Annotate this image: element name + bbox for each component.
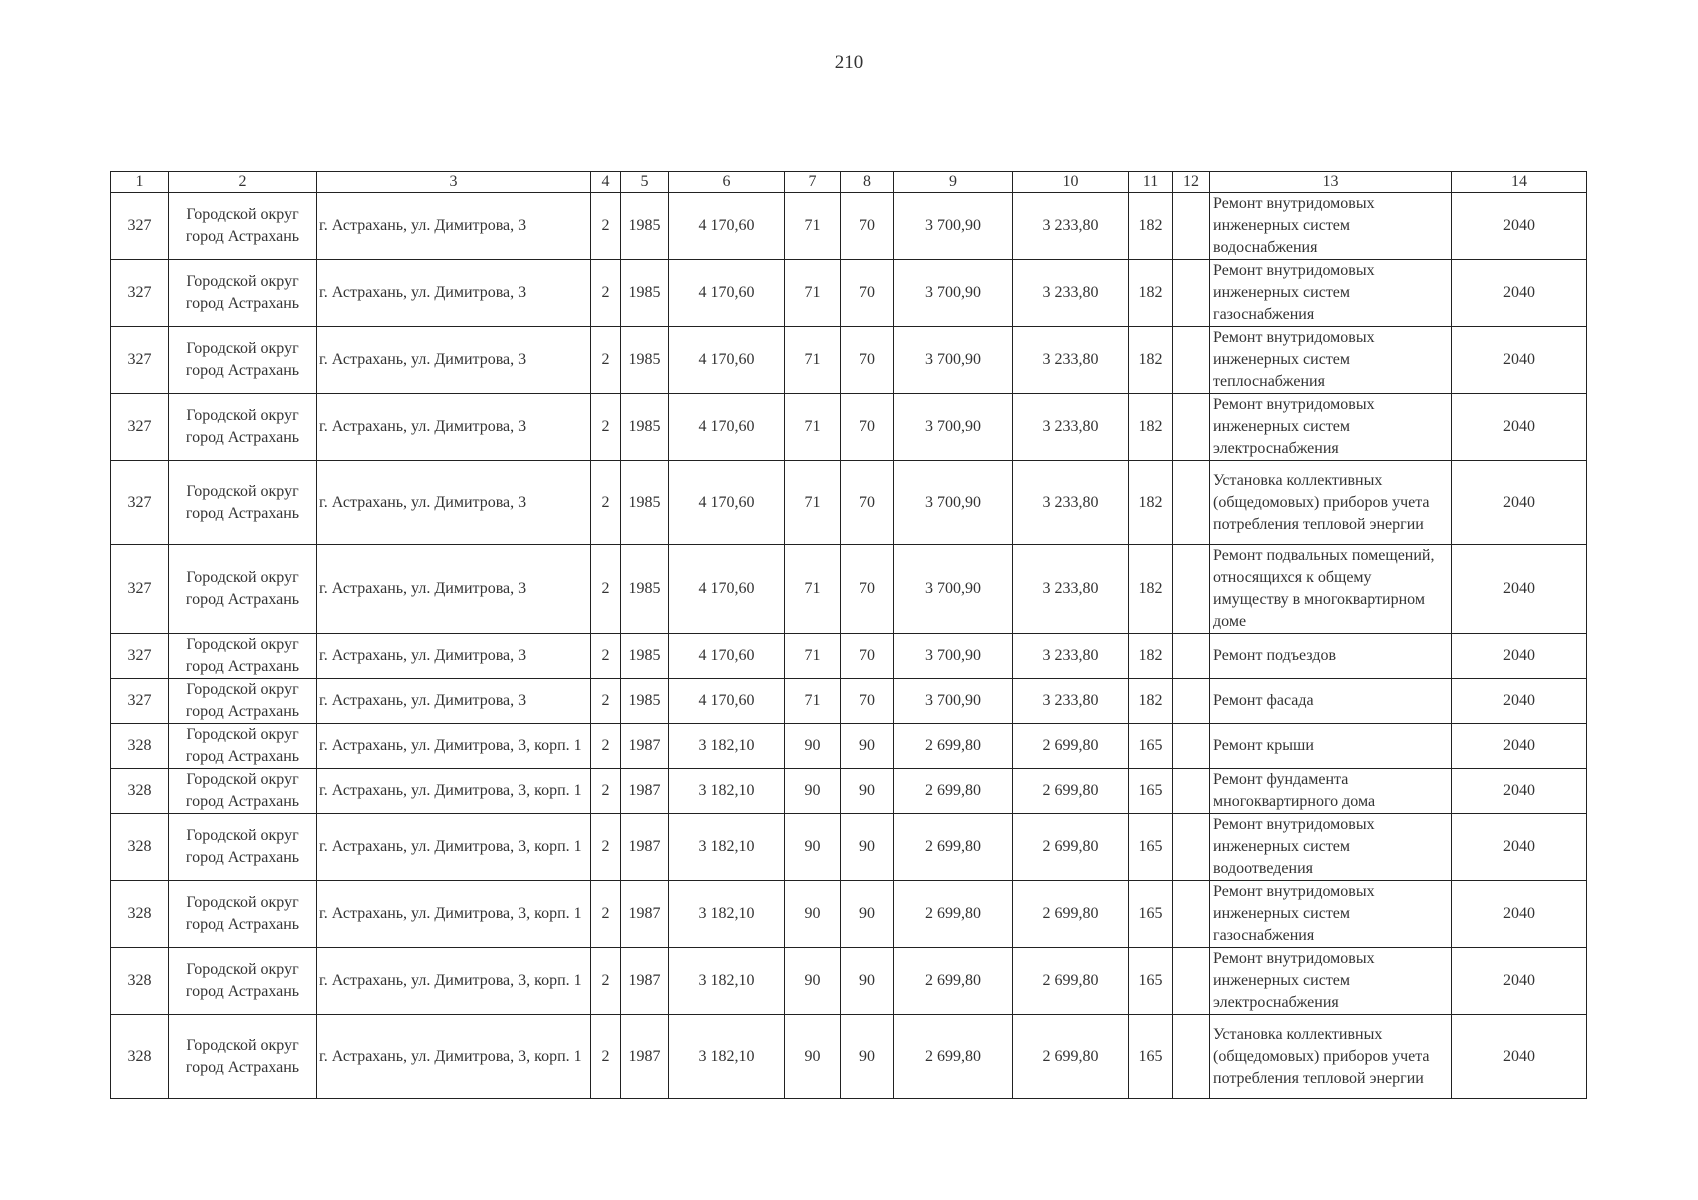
- cell-col-7-value: 90: [785, 769, 841, 814]
- cell-total-area: 4 170,60: [669, 679, 785, 724]
- table-row: [111, 881, 1587, 948]
- cell-row-number: 327: [111, 545, 169, 634]
- cell-municipality: Городской округ город Астрахань: [169, 724, 317, 769]
- table-row: [111, 461, 1587, 545]
- cell-planned-year: 2040: [1452, 948, 1587, 1015]
- column-header: 12: [1173, 172, 1210, 193]
- cell-row-number: 327: [111, 679, 169, 724]
- column-header: 1: [111, 172, 169, 193]
- cell-floors: 2: [591, 634, 621, 679]
- cell-row-number: 328: [111, 814, 169, 881]
- cell-col-11-value: 165: [1129, 948, 1173, 1015]
- cell-municipality: Городской округ город Астрахань: [169, 327, 317, 394]
- cell-col-10-value: 3 233,80: [1013, 260, 1129, 327]
- cell-col-11-value: 165: [1129, 814, 1173, 881]
- cell-col-12-value: [1173, 394, 1210, 461]
- cell-col-11-value: 182: [1129, 327, 1173, 394]
- cell-total-area: 3 182,10: [669, 1015, 785, 1099]
- cell-planned-year: 2040: [1452, 634, 1587, 679]
- cell-address: г. Астрахань, ул. Димитрова, 3, корп. 1: [317, 881, 591, 948]
- cell-total-area: 3 182,10: [669, 814, 785, 881]
- cell-col-9-value: 3 700,90: [894, 679, 1013, 724]
- cell-work-type: Ремонт фасада: [1210, 679, 1452, 724]
- column-header: 3: [317, 172, 591, 193]
- cell-floors: 2: [591, 394, 621, 461]
- column-header: 9: [894, 172, 1013, 193]
- cell-planned-year: 2040: [1452, 881, 1587, 948]
- column-header: 13: [1210, 172, 1452, 193]
- cell-col-10-value: 3 233,80: [1013, 461, 1129, 545]
- cell-municipality: Городской округ город Астрахань: [169, 461, 317, 545]
- cell-row-number: 327: [111, 260, 169, 327]
- cell-work-type: Ремонт крыши: [1210, 724, 1452, 769]
- table-row: [111, 679, 1587, 724]
- cell-address: г. Астрахань, ул. Димитрова, 3: [317, 634, 591, 679]
- cell-work-type: Ремонт внутридомовых инженерных систем водоотведения: [1210, 814, 1452, 881]
- cell-col-10-value: 3 233,80: [1013, 327, 1129, 394]
- cell-col-12-value: [1173, 634, 1210, 679]
- cell-municipality: Городской округ город Астрахань: [169, 814, 317, 881]
- cell-col-12-value: [1173, 724, 1210, 769]
- cell-address: г. Астрахань, ул. Димитрова, 3, корп. 1: [317, 724, 591, 769]
- cell-col-7-value: 71: [785, 461, 841, 545]
- cell-floors: 2: [591, 881, 621, 948]
- cell-col-8-value: 90: [841, 881, 894, 948]
- cell-address: г. Астрахань, ул. Димитрова, 3, корп. 1: [317, 814, 591, 881]
- cell-col-8-value: 70: [841, 545, 894, 634]
- cell-col-10-value: 2 699,80: [1013, 814, 1129, 881]
- cell-total-area: 3 182,10: [669, 881, 785, 948]
- column-header: 5: [621, 172, 669, 193]
- cell-address: г. Астрахань, ул. Димитрова, 3: [317, 679, 591, 724]
- cell-col-12-value: [1173, 193, 1210, 260]
- cell-build-year: 1985: [621, 679, 669, 724]
- cell-build-year: 1987: [621, 881, 669, 948]
- table-row: [111, 260, 1587, 327]
- cell-col-10-value: 2 699,80: [1013, 948, 1129, 1015]
- cell-work-type: Ремонт внутридомовых инженерных систем электроснабжения: [1210, 394, 1452, 461]
- cell-col-12-value: [1173, 1015, 1210, 1099]
- cell-planned-year: 2040: [1452, 327, 1587, 394]
- cell-row-number: 327: [111, 394, 169, 461]
- cell-col-9-value: 2 699,80: [894, 769, 1013, 814]
- cell-floors: 2: [591, 948, 621, 1015]
- cell-col-7-value: 71: [785, 545, 841, 634]
- cell-work-type: Ремонт фундамента многоквартирного дома: [1210, 769, 1452, 814]
- column-header: 7: [785, 172, 841, 193]
- cell-col-12-value: [1173, 327, 1210, 394]
- column-header: 14: [1452, 172, 1587, 193]
- cell-build-year: 1985: [621, 327, 669, 394]
- cell-address: г. Астрахань, ул. Димитрова, 3: [317, 461, 591, 545]
- cell-address: г. Астрахань, ул. Димитрова, 3: [317, 260, 591, 327]
- cell-col-8-value: 70: [841, 394, 894, 461]
- cell-col-10-value: 3 233,80: [1013, 545, 1129, 634]
- cell-work-type: Ремонт подвальных помещений, относящихся к общему имуществу в многоквартирном доме: [1210, 545, 1452, 634]
- cell-col-11-value: 182: [1129, 394, 1173, 461]
- page-number: 210: [834, 52, 864, 73]
- cell-build-year: 1985: [621, 394, 669, 461]
- column-header: 10: [1013, 172, 1129, 193]
- cell-row-number: 327: [111, 193, 169, 260]
- cell-municipality: Городской округ город Астрахань: [169, 881, 317, 948]
- cell-col-8-value: 90: [841, 948, 894, 1015]
- cell-total-area: 4 170,60: [669, 545, 785, 634]
- cell-work-type: Ремонт внутридомовых инженерных систем теплоснабжения: [1210, 327, 1452, 394]
- cell-floors: 2: [591, 461, 621, 545]
- cell-address: г. Астрахань, ул. Димитрова, 3: [317, 193, 591, 260]
- table-row: [111, 769, 1587, 814]
- cell-total-area: 3 182,10: [669, 724, 785, 769]
- cell-col-9-value: 2 699,80: [894, 1015, 1013, 1099]
- cell-col-11-value: 165: [1129, 769, 1173, 814]
- cell-build-year: 1987: [621, 724, 669, 769]
- cell-col-11-value: 182: [1129, 545, 1173, 634]
- cell-municipality: Городской округ город Астрахань: [169, 193, 317, 260]
- cell-col-11-value: 165: [1129, 881, 1173, 948]
- cell-col-11-value: 165: [1129, 1015, 1173, 1099]
- cell-row-number: 327: [111, 634, 169, 679]
- cell-col-11-value: 165: [1129, 724, 1173, 769]
- cell-col-11-value: 182: [1129, 461, 1173, 545]
- cell-col-9-value: 3 700,90: [894, 394, 1013, 461]
- cell-build-year: 1985: [621, 634, 669, 679]
- cell-total-area: 4 170,60: [669, 394, 785, 461]
- cell-col-7-value: 71: [785, 679, 841, 724]
- cell-col-9-value: 3 700,90: [894, 327, 1013, 394]
- cell-col-7-value: 90: [785, 881, 841, 948]
- cell-row-number: 328: [111, 724, 169, 769]
- cell-planned-year: 2040: [1452, 394, 1587, 461]
- cell-work-type: Установка коллективных (общедомовых) приборов учета потребления тепловой энергии: [1210, 461, 1452, 545]
- cell-total-area: 4 170,60: [669, 327, 785, 394]
- cell-col-9-value: 2 699,80: [894, 881, 1013, 948]
- cell-planned-year: 2040: [1452, 679, 1587, 724]
- cell-total-area: 4 170,60: [669, 634, 785, 679]
- cell-col-12-value: [1173, 260, 1210, 327]
- cell-address: г. Астрахань, ул. Димитрова, 3, корп. 1: [317, 769, 591, 814]
- cell-col-7-value: 71: [785, 193, 841, 260]
- cell-col-9-value: 2 699,80: [894, 724, 1013, 769]
- cell-col-10-value: 2 699,80: [1013, 1015, 1129, 1099]
- cell-address: г. Астрахань, ул. Димитрова, 3, корп. 1: [317, 1015, 591, 1099]
- cell-total-area: 3 182,10: [669, 948, 785, 1015]
- table-row: [111, 1015, 1587, 1099]
- cell-col-9-value: 3 700,90: [894, 545, 1013, 634]
- table-row: [111, 724, 1587, 769]
- table-row: [111, 948, 1587, 1015]
- cell-row-number: 327: [111, 327, 169, 394]
- cell-col-8-value: 90: [841, 724, 894, 769]
- cell-col-8-value: 90: [841, 814, 894, 881]
- cell-col-8-value: 70: [841, 193, 894, 260]
- cell-total-area: 4 170,60: [669, 260, 785, 327]
- cell-col-11-value: 182: [1129, 260, 1173, 327]
- cell-build-year: 1987: [621, 814, 669, 881]
- cell-build-year: 1985: [621, 545, 669, 634]
- cell-col-9-value: 3 700,90: [894, 461, 1013, 545]
- column-header: 11: [1129, 172, 1173, 193]
- cell-address: г. Астрахань, ул. Димитрова, 3: [317, 327, 591, 394]
- cell-col-7-value: 90: [785, 724, 841, 769]
- cell-col-7-value: 90: [785, 948, 841, 1015]
- cell-col-12-value: [1173, 461, 1210, 545]
- cell-col-8-value: 70: [841, 634, 894, 679]
- table-row: [111, 327, 1587, 394]
- cell-build-year: 1985: [621, 461, 669, 545]
- cell-col-10-value: 3 233,80: [1013, 394, 1129, 461]
- cell-work-type: Ремонт внутридомовых инженерных систем водоснабжения: [1210, 193, 1452, 260]
- cell-col-8-value: 70: [841, 679, 894, 724]
- table-row: [111, 814, 1587, 881]
- table-row: [111, 193, 1587, 260]
- cell-col-11-value: 182: [1129, 193, 1173, 260]
- cell-floors: 2: [591, 769, 621, 814]
- cell-total-area: 4 170,60: [669, 461, 785, 545]
- cell-floors: 2: [591, 1015, 621, 1099]
- cell-address: г. Астрахань, ул. Димитрова, 3: [317, 545, 591, 634]
- cell-col-12-value: [1173, 948, 1210, 1015]
- cell-col-8-value: 70: [841, 327, 894, 394]
- column-header: 4: [591, 172, 621, 193]
- cell-work-type: Ремонт внутридомовых инженерных систем газоснабжения: [1210, 260, 1452, 327]
- column-header: 2: [169, 172, 317, 193]
- cell-municipality: Городской округ город Астрахань: [169, 260, 317, 327]
- cell-municipality: Городской округ город Астрахань: [169, 545, 317, 634]
- cell-floors: 2: [591, 327, 621, 394]
- cell-build-year: 1987: [621, 1015, 669, 1099]
- cell-build-year: 1985: [621, 260, 669, 327]
- cell-municipality: Городской округ город Астрахань: [169, 948, 317, 1015]
- cell-build-year: 1987: [621, 769, 669, 814]
- cell-floors: 2: [591, 260, 621, 327]
- cell-planned-year: 2040: [1452, 814, 1587, 881]
- cell-planned-year: 2040: [1452, 461, 1587, 545]
- cell-work-type: Ремонт подъездов: [1210, 634, 1452, 679]
- column-header: 6: [669, 172, 785, 193]
- cell-address: г. Астрахань, ул. Димитрова, 3, корп. 1: [317, 948, 591, 1015]
- cell-col-10-value: 2 699,80: [1013, 724, 1129, 769]
- cell-col-11-value: 182: [1129, 679, 1173, 724]
- cell-col-7-value: 90: [785, 1015, 841, 1099]
- cell-col-10-value: 3 233,80: [1013, 679, 1129, 724]
- cell-planned-year: 2040: [1452, 724, 1587, 769]
- cell-col-10-value: 2 699,80: [1013, 769, 1129, 814]
- cell-col-10-value: 3 233,80: [1013, 193, 1129, 260]
- cell-municipality: Городской округ город Астрахань: [169, 634, 317, 679]
- column-header: 8: [841, 172, 894, 193]
- cell-municipality: Городской округ город Астрахань: [169, 679, 317, 724]
- cell-col-8-value: 90: [841, 769, 894, 814]
- cell-work-type: Ремонт внутридомовых инженерных систем электроснабжения: [1210, 948, 1452, 1015]
- cell-build-year: 1985: [621, 193, 669, 260]
- cell-col-9-value: 3 700,90: [894, 193, 1013, 260]
- cell-col-7-value: 71: [785, 394, 841, 461]
- cell-municipality: Городской округ город Астрахань: [169, 769, 317, 814]
- cell-col-12-value: [1173, 769, 1210, 814]
- cell-col-7-value: 71: [785, 260, 841, 327]
- cell-col-9-value: 3 700,90: [894, 260, 1013, 327]
- cell-municipality: Городской округ город Астрахань: [169, 1015, 317, 1099]
- cell-floors: 2: [591, 545, 621, 634]
- cell-row-number: 327: [111, 461, 169, 545]
- cell-work-type: Установка коллективных (общедомовых) приборов учета потребления тепловой энергии: [1210, 1015, 1452, 1099]
- cell-col-8-value: 90: [841, 1015, 894, 1099]
- cell-col-12-value: [1173, 679, 1210, 724]
- cell-col-9-value: 3 700,90: [894, 634, 1013, 679]
- cell-floors: 2: [591, 679, 621, 724]
- cell-col-8-value: 70: [841, 260, 894, 327]
- cell-floors: 2: [591, 193, 621, 260]
- cell-col-8-value: 70: [841, 461, 894, 545]
- cell-total-area: 3 182,10: [669, 769, 785, 814]
- cell-planned-year: 2040: [1452, 1015, 1587, 1099]
- cell-address: г. Астрахань, ул. Димитрова, 3: [317, 394, 591, 461]
- cell-col-12-value: [1173, 814, 1210, 881]
- cell-planned-year: 2040: [1452, 545, 1587, 634]
- cell-planned-year: 2040: [1452, 193, 1587, 260]
- cell-row-number: 328: [111, 1015, 169, 1099]
- table-row: [111, 394, 1587, 461]
- cell-planned-year: 2040: [1452, 769, 1587, 814]
- cell-col-12-value: [1173, 881, 1210, 948]
- cell-col-7-value: 90: [785, 814, 841, 881]
- cell-col-7-value: 71: [785, 634, 841, 679]
- registry-table: [110, 171, 1587, 1099]
- cell-col-10-value: 3 233,80: [1013, 634, 1129, 679]
- cell-total-area: 4 170,60: [669, 193, 785, 260]
- cell-col-11-value: 182: [1129, 634, 1173, 679]
- table-row: [111, 634, 1587, 679]
- cell-work-type: Ремонт внутридомовых инженерных систем газоснабжения: [1210, 881, 1452, 948]
- cell-municipality: Городской округ город Астрахань: [169, 394, 317, 461]
- table-row: [111, 545, 1587, 634]
- cell-floors: 2: [591, 814, 621, 881]
- header-row: [111, 172, 1587, 193]
- cell-build-year: 1987: [621, 948, 669, 1015]
- cell-col-10-value: 2 699,80: [1013, 881, 1129, 948]
- cell-col-7-value: 71: [785, 327, 841, 394]
- cell-floors: 2: [591, 724, 621, 769]
- cell-row-number: 328: [111, 769, 169, 814]
- cell-col-9-value: 2 699,80: [894, 814, 1013, 881]
- cell-col-9-value: 2 699,80: [894, 948, 1013, 1015]
- cell-col-12-value: [1173, 545, 1210, 634]
- cell-row-number: 328: [111, 881, 169, 948]
- cell-planned-year: 2040: [1452, 260, 1587, 327]
- cell-row-number: 328: [111, 948, 169, 1015]
